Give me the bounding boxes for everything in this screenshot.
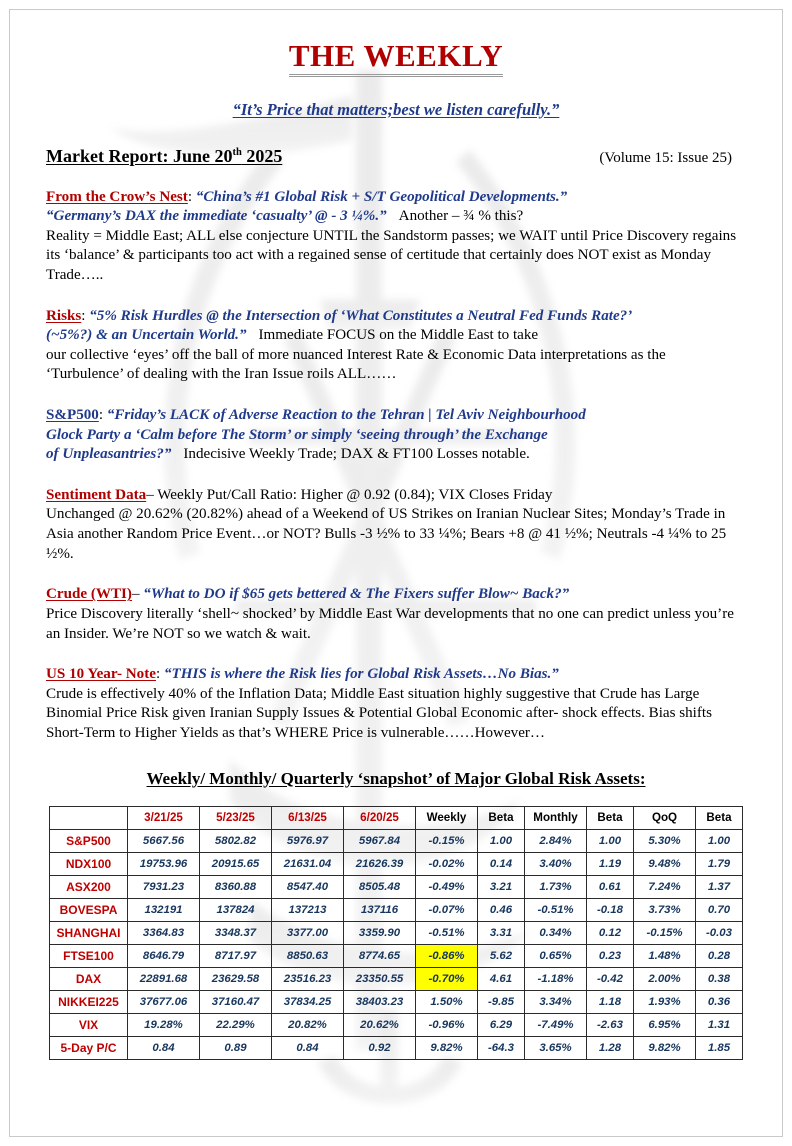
table-cell: 8505.48 <box>344 875 416 898</box>
table-cell: 3377.00 <box>272 921 344 944</box>
crude-lead-quote: “What to DO if $65 gets bettered & The Fixers suffer Blow~ Back?” <box>143 586 570 603</box>
risks-body: our collective ‘eyes’ off the ball of more nuanced Interest Rate & Economic Data interpretations as the ‘Turbulence’ of dealing with the Iran Issue roils ALL…… <box>46 346 666 383</box>
table-col-header-metric: Beta <box>478 806 525 829</box>
snapshot-heading-row <box>46 769 746 789</box>
table-cell: 9.82% <box>416 1036 478 1059</box>
table-row <box>50 829 743 852</box>
crows-nest-body: Reality = Middle East; ALL else conjecture UNTIL the Sandstorm passes; we WAIT until Price Discovery regains its ‘balance’ & participants too act with a regained sense of certitude that certainly does NOT exist as Monday Trade….. <box>46 227 737 283</box>
table-cell: 22.29% <box>200 1013 272 1036</box>
section-heading-crude-wti: Crude (WTI) <box>46 586 132 603</box>
table-cell: 4.61 <box>478 967 525 990</box>
crows-nest-lead-quote: “China’s #1 Global Risk + S/T Geopolitical Developments.” <box>195 188 568 205</box>
table-cell: -1.18% <box>525 967 587 990</box>
table-cell: 8646.79 <box>128 944 200 967</box>
table-cell: -0.07% <box>416 898 478 921</box>
table-cell: 1.50% <box>416 990 478 1013</box>
table-cell: -0.02% <box>416 852 478 875</box>
sentiment-sep: – <box>146 486 154 503</box>
table-cell: -0.15% <box>634 921 696 944</box>
table-row-label: SHANGHAI <box>50 921 128 944</box>
table-cell: 8547.40 <box>272 875 344 898</box>
table-cell: 19.28% <box>128 1013 200 1036</box>
section-heading-sp500: S&P500 <box>46 407 99 424</box>
table-cell: 1.37 <box>696 875 743 898</box>
table-cell: 1.31 <box>696 1013 743 1036</box>
table-cell: 5.62 <box>478 944 525 967</box>
snapshot-table <box>49 806 743 1060</box>
risks-quote2: (~5%?) & an Uncertain World.” <box>46 327 247 344</box>
table-cell: -0.18 <box>587 898 634 921</box>
table-cell: 5802.82 <box>200 829 272 852</box>
page-title: THE WEEKLY <box>289 40 503 77</box>
section-heading-risks: Risks <box>46 307 82 324</box>
report-header-row <box>46 146 746 167</box>
masthead <box>46 40 746 77</box>
table-col-header-date: 6/13/25 <box>272 806 344 829</box>
section-crows-nest <box>46 188 746 286</box>
section-crude-wti <box>46 585 746 644</box>
sp500-line1 <box>46 406 746 426</box>
table-cell: 8774.65 <box>344 944 416 967</box>
table-cell: 20.82% <box>272 1013 344 1036</box>
table-col-header-date: 5/23/25 <box>200 806 272 829</box>
table-cell: 3.31 <box>478 921 525 944</box>
table-cell: 22891.68 <box>128 967 200 990</box>
sp500-quote3: of Unpleasantries?” <box>46 446 172 463</box>
table-cell: -2.63 <box>587 1013 634 1036</box>
sp500-line3 <box>46 445 746 465</box>
table-cell: 0.61 <box>587 875 634 898</box>
sp500-line2 <box>46 426 746 446</box>
table-cell: 0.70 <box>696 898 743 921</box>
table-col-header-metric: QoQ <box>634 806 696 829</box>
table-cell: 0.36 <box>696 990 743 1013</box>
table-cell: 2.00% <box>634 967 696 990</box>
table-cell: 8850.63 <box>272 944 344 967</box>
table-cell: 6.95% <box>634 1013 696 1036</box>
table-row-label: NIKKEI225 <box>50 990 128 1013</box>
table-row-label: FTSE100 <box>50 944 128 967</box>
table-col-header-metric: Beta <box>587 806 634 829</box>
table-cell: 37834.25 <box>272 990 344 1013</box>
table-row <box>50 898 743 921</box>
table-cell: 1.48% <box>634 944 696 967</box>
table-cell: 8717.97 <box>200 944 272 967</box>
crows-nest-aside: Another – ¾ % this? <box>398 208 524 225</box>
section-heading-us-10-year-note: US 10 Year- Note <box>46 666 156 683</box>
table-corner-header <box>50 806 128 829</box>
section-sentiment-data <box>46 486 746 564</box>
sp500-quote2: Glock Party a ‘Calm before The Storm’ or simply ‘seeing through’ the Exchange <box>46 426 548 443</box>
table-cell: 1.85 <box>696 1036 743 1059</box>
table-row <box>50 967 743 990</box>
table-cell: 1.79 <box>696 852 743 875</box>
table-cell: 0.34% <box>525 921 587 944</box>
table-cell: 1.00 <box>478 829 525 852</box>
report-title-main: Market Report: June 20 <box>46 145 233 166</box>
table-row-label: VIX <box>50 1013 128 1036</box>
table-cell: 3.21 <box>478 875 525 898</box>
table-cell: 5667.56 <box>128 829 200 852</box>
crows-nest-sep: : <box>187 188 193 205</box>
table-cell: 0.65% <box>525 944 587 967</box>
section-heading-sentiment-data: Sentiment Data <box>46 486 147 503</box>
table-cell: -0.51% <box>416 921 478 944</box>
table-cell: 137213 <box>272 898 344 921</box>
table-cell: 137116 <box>344 898 416 921</box>
table-cell: 3.34% <box>525 990 587 1013</box>
crows-nest-line1 <box>46 188 746 208</box>
sentiment-body: Unchanged @ 20.62% (20.82%) ahead of a Weekend of US Strikes on Iranian Nuclear Sites; Monday’s Trade in Asia another Random Price Event…or NOT? Bulls -3 ½% to 33 ¼%; Bears +8 @ 41 ½%; Neutrals -4 ¼% to 25 ½%. <box>46 506 727 562</box>
table-cell: 7931.23 <box>128 875 200 898</box>
table-row-label: ASX200 <box>50 875 128 898</box>
crows-nest-line2 <box>46 207 746 227</box>
table-cell-highlighted: -0.86% <box>416 944 478 967</box>
crude-line1 <box>46 585 746 605</box>
table-cell: 0.38 <box>696 967 743 990</box>
table-cell: 7.24% <box>634 875 696 898</box>
table-cell: 38403.23 <box>344 990 416 1013</box>
table-cell: 19753.96 <box>128 852 200 875</box>
table-cell: 0.46 <box>478 898 525 921</box>
table-cell: 1.18 <box>587 990 634 1013</box>
table-cell: 23516.23 <box>272 967 344 990</box>
table-row <box>50 1013 743 1036</box>
table-cell: 3.65% <box>525 1036 587 1059</box>
section-sp500 <box>46 406 746 465</box>
table-cell: 1.19 <box>587 852 634 875</box>
table-cell: 1.93% <box>634 990 696 1013</box>
tagline-row <box>46 100 746 120</box>
table-cell: 0.28 <box>696 944 743 967</box>
table-row-label: S&P500 <box>50 829 128 852</box>
table-cell: 23629.58 <box>200 967 272 990</box>
table-row <box>50 990 743 1013</box>
table-header-row <box>50 806 743 829</box>
table-cell: -0.15% <box>416 829 478 852</box>
table-cell: 9.48% <box>634 852 696 875</box>
sentiment-lead: Weekly Put/Call Ratio: Higher @ 0.92 (0.84); VIX Closes Friday <box>157 486 553 503</box>
table-cell: -64.3 <box>478 1036 525 1059</box>
table-row <box>50 1036 743 1059</box>
report-title <box>46 146 282 167</box>
table-cell: 20915.65 <box>200 852 272 875</box>
sp500-sep: : <box>98 407 104 424</box>
table-cell: 37677.06 <box>128 990 200 1013</box>
table-cell: 0.89 <box>200 1036 272 1059</box>
snapshot-heading: Weekly/ Monthly/ Quarterly ‘snapshot’ of Major Global Risk Assets: <box>146 768 646 788</box>
table-cell: 1.00 <box>696 829 743 852</box>
table-cell: 0.84 <box>128 1036 200 1059</box>
table-cell: 23350.55 <box>344 967 416 990</box>
table-cell: 132191 <box>128 898 200 921</box>
risks-line2 <box>46 326 746 346</box>
table-cell: 1.28 <box>587 1036 634 1059</box>
table-cell-highlighted: -0.70% <box>416 967 478 990</box>
crows-nest-quote2: “Germany’s DAX the immediate ‘casualty’ @ - 3 ¼%.” <box>46 208 387 225</box>
sp500-lead-quote: “Friday’s LACK of Adverse Reaction to the Tehran | Tel Aviv Neighbourhood <box>106 407 586 424</box>
table-cell: 3.40% <box>525 852 587 875</box>
table-cell: -0.03 <box>696 921 743 944</box>
table-cell: 0.23 <box>587 944 634 967</box>
risks-aside: Immediate FOCUS on the Middle East to take <box>258 327 539 344</box>
risks-sep: : <box>81 307 86 324</box>
table-cell: 9.82% <box>634 1036 696 1059</box>
table-cell: 21631.04 <box>272 852 344 875</box>
table-cell: -7.49% <box>525 1013 587 1036</box>
table-row-label: DAX <box>50 967 128 990</box>
note-line1 <box>46 665 746 685</box>
table-row-label: NDX100 <box>50 852 128 875</box>
table-cell: 2.84% <box>525 829 587 852</box>
tagline: “It’s Price that matters;best we listen carefully.” <box>232 99 560 119</box>
crude-sep: – <box>131 586 140 603</box>
table-col-header-metric: Monthly <box>525 806 587 829</box>
snapshot-table-wrap <box>46 806 746 1060</box>
sentiment-line1 <box>46 486 746 506</box>
table-cell: -0.96% <box>416 1013 478 1036</box>
table-cell: 6.29 <box>478 1013 525 1036</box>
table-col-header-metric: Weekly <box>416 806 478 829</box>
table-cell: 5967.84 <box>344 829 416 852</box>
table-col-header-metric: Beta <box>696 806 743 829</box>
table-cell: 1.73% <box>525 875 587 898</box>
table-cell: -9.85 <box>478 990 525 1013</box>
risks-line1 <box>46 307 746 327</box>
note-body: Crude is effectively 40% of the Inflation Data; Middle East situation highly suggestive that Crude has Large Binomial Price Risk given Iranian Supply Issues & Potential Global Economic after- shock effects. Bias shifts Short-Term to Higher Yields as that’s WHERE Price is vulnerable……However… <box>46 685 712 741</box>
report-title-ordinal: th <box>232 146 242 158</box>
table-cell: 3.73% <box>634 898 696 921</box>
table-row-label: 5-Day P/C <box>50 1036 128 1059</box>
table-row-label: BOVESPA <box>50 898 128 921</box>
report-title-year: 2025 <box>241 145 283 166</box>
table-cell: 5.30% <box>634 829 696 852</box>
table-cell: 37160.47 <box>200 990 272 1013</box>
table-cell: 3364.83 <box>128 921 200 944</box>
table-cell: 3348.37 <box>200 921 272 944</box>
table-cell: 0.12 <box>587 921 634 944</box>
table-cell: 3359.90 <box>344 921 416 944</box>
section-risks <box>46 307 746 385</box>
table-row <box>50 852 743 875</box>
table-col-header-date: 3/21/25 <box>128 806 200 829</box>
table-cell: -0.42 <box>587 967 634 990</box>
crude-body: Price Discovery literally ‘shell~ shocked’ by Middle East War developments that no one can predict unless you’re an Insider. We’re NOT so we watch & wait. <box>46 605 734 642</box>
table-cell: 8360.88 <box>200 875 272 898</box>
table-col-header-date: 6/20/25 <box>344 806 416 829</box>
table-cell: 0.14 <box>478 852 525 875</box>
table-cell: 1.00 <box>587 829 634 852</box>
table-cell: 137824 <box>200 898 272 921</box>
sp500-aside: Indecisive Weekly Trade; DAX & FT100 Losses notable. <box>183 446 530 463</box>
table-row <box>50 944 743 967</box>
table-cell: 20.62% <box>344 1013 416 1036</box>
table-cell: 0.92 <box>344 1036 416 1059</box>
table-row <box>50 921 743 944</box>
table-body <box>50 829 743 1059</box>
table-cell: 21626.39 <box>344 852 416 875</box>
volume-issue: (Volume 15: Issue 25) <box>599 149 732 166</box>
note-sep: : <box>155 666 161 683</box>
table-cell: 0.84 <box>272 1036 344 1059</box>
note-lead-quote: “THIS is where the Risk lies for Global Risk Assets…No Bias.” <box>163 666 559 683</box>
table-row <box>50 875 743 898</box>
table-cell: -0.51% <box>525 898 587 921</box>
table-cell: -0.49% <box>416 875 478 898</box>
risks-lead-quote: “5% Risk Hurdles @ the Intersection of ‘What Constitutes a Neutral Fed Funds Rate?’ <box>89 307 633 324</box>
section-heading-crows-nest: From the Crow’s Nest <box>46 188 188 205</box>
section-us-10-year-note <box>46 665 746 743</box>
table-cell: 5976.97 <box>272 829 344 852</box>
